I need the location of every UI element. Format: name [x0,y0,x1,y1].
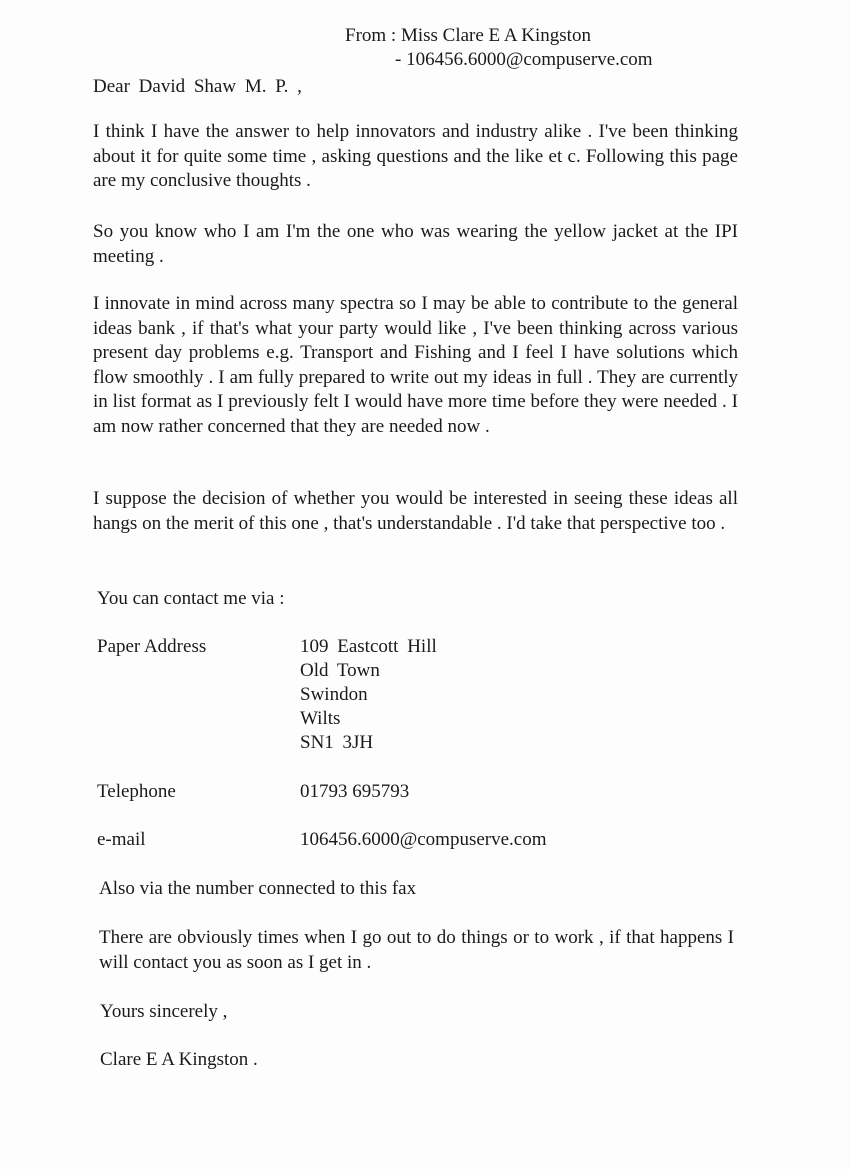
body-paragraph-3: I innovate in mind across many spectra so I may be able to contribute to the general ideas bank , if that's what your party would like , I've been thinking across various present day problems e.g. Transport and Fishing and I feel I have solutions which flow smoothly . I am fully prepared to write out my ideas in full . They are currently in list format as I previously felt I would have more time before they were needed . I am now rather concerned that they are needed now . [93,293,738,437]
body-paragraph-2: So you know who I am I'm the one who was wearing the yellow jacket at the IPI meeting . [93,221,738,267]
address-line: Swindon [300,684,368,705]
body-paragraph-1: I think I have the answer to help innovators and industry alike . I've been thinking about it for quite some time , asking questions and the like et c. Following this page are my conclusive thoughts . [93,121,738,191]
contact-intro: You can contact me via : [97,588,285,609]
from-label: From : [345,25,397,46]
sender-block [345,24,653,72]
closing: Yours sincerely , [100,1001,228,1022]
body-paragraph-4: I suppose the decision of whether you would be interested in seeing these ideas all hangs on the merit of this one , that's understandable . I'd take that perspective too . [93,488,738,534]
address-line: SN1 3JH [300,732,374,753]
closing-paragraph: There are obviously times when I go out to do things or to work , if that happens I will contact you as soon as I get in . [99,927,734,973]
telephone-label: Telephone [97,781,176,802]
address-line: Wilts [300,708,341,729]
address-line: 109 Eastcott Hill [300,636,437,657]
email-label: e-mail [97,829,146,850]
sender-name: Miss Clare E A Kingston [400,25,591,46]
fax-note: Also via the number connected to this fax [99,878,417,899]
signature: Clare E A Kingston . [100,1049,258,1070]
email-value: 106456.6000@compuserve.com [300,829,547,850]
address-line: Old Town [300,660,380,681]
sender-email: - 106456.6000@compuserve.com [395,49,653,70]
salutation: Dear David Shaw M. P. , [93,76,302,97]
telephone-value: 01793 695793 [300,781,410,802]
address-value [300,635,437,755]
address-label: Paper Address [97,636,207,657]
sender-line [345,24,653,48]
